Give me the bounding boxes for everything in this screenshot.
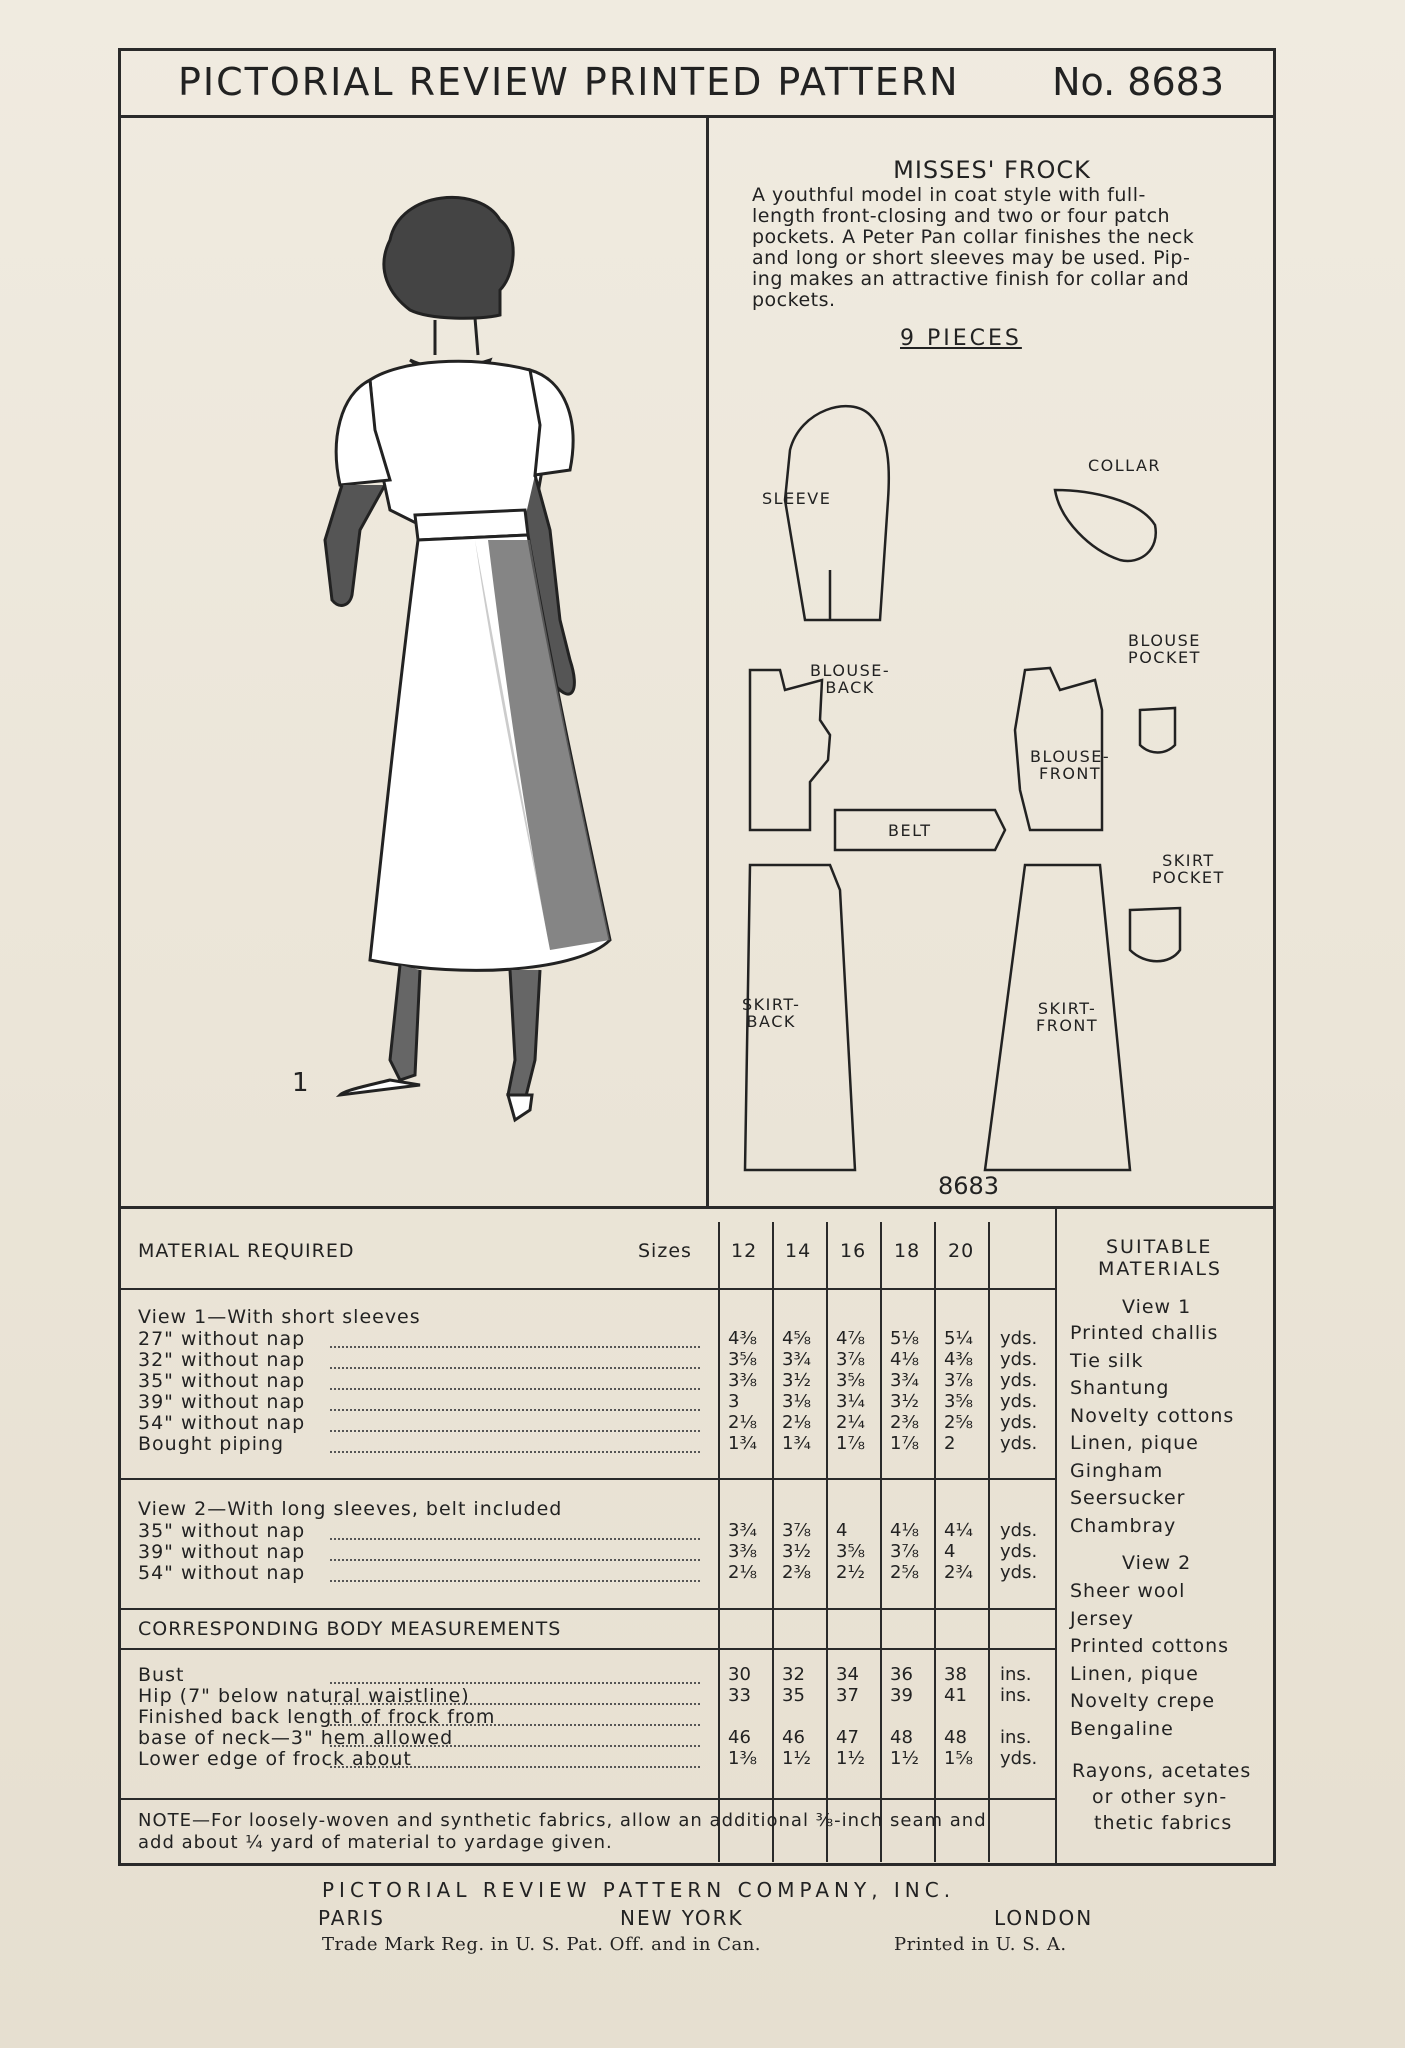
row-label: Bust — [138, 1664, 185, 1686]
row-label: Finished back length of frock from — [138, 1706, 496, 1728]
row-value: 1¾ — [728, 1433, 757, 1454]
row-rule — [118, 1648, 1055, 1650]
row-label: 39" without nap — [138, 1391, 306, 1413]
row-value: 1½ — [890, 1748, 919, 1769]
dot-leader — [330, 1703, 700, 1705]
dot-leader — [330, 1724, 700, 1726]
body-title: CORRESPONDING BODY MEASUREMENTS — [138, 1618, 562, 1640]
row-value: 3⅝ — [836, 1541, 865, 1562]
piece-label-line: BACK — [746, 1012, 796, 1031]
row-value: 1½ — [836, 1748, 865, 1769]
desc-line: and long or short sleeves may be used. Pip- — [752, 247, 1191, 269]
row-value: 3 — [728, 1391, 740, 1412]
row-label: Lower edge of frock about — [138, 1748, 412, 1770]
desc-line: length front-closing and two or four patch — [752, 205, 1171, 227]
size-header: 16 — [840, 1240, 867, 1262]
material-item: Shantung — [1070, 1377, 1170, 1399]
suitable-view-label: View 1 — [1122, 1296, 1192, 1318]
header-title: PICTORIAL REVIEW PRINTED PATTERN — [178, 60, 960, 104]
top-divider — [706, 118, 709, 1206]
dress-illustration — [250, 180, 690, 1160]
row-value: 3⅞ — [782, 1520, 811, 1541]
dot-leader — [330, 1538, 700, 1540]
row-value: 3¾ — [890, 1370, 919, 1391]
piece-label-skirt-back — [742, 996, 800, 1030]
row-value: 5⅛ — [890, 1328, 919, 1349]
row-value: 33 — [728, 1685, 751, 1706]
material-item: Gingham — [1070, 1459, 1164, 1482]
header-bar — [118, 48, 1276, 118]
description-heading: MISSES' FROCK — [893, 156, 1091, 184]
row-value: 4⅛ — [890, 1349, 919, 1370]
dot-leader — [330, 1367, 700, 1369]
footer-city: NEW YORK — [620, 1906, 744, 1930]
row-value: 2¼ — [836, 1412, 865, 1433]
description — [752, 156, 1232, 311]
piece-label-line: POCKET — [1152, 868, 1225, 887]
table-top-rule — [118, 1206, 1276, 1209]
piece-label-blouse-back — [810, 662, 890, 696]
piece-label-line: FRONT — [1036, 1016, 1099, 1035]
pattern-id-mark: 8683 — [938, 1172, 1000, 1200]
row-value: 2⅛ — [728, 1562, 757, 1583]
row-value: 3⅜ — [728, 1370, 757, 1391]
row-value: 3¾ — [728, 1520, 757, 1541]
dot-leader — [330, 1430, 700, 1432]
row-value: 34 — [836, 1664, 859, 1685]
row-value: 38 — [944, 1664, 967, 1685]
row-rule — [118, 1288, 1055, 1290]
row-value: 3⅝ — [728, 1349, 757, 1370]
row-rule — [118, 1608, 1055, 1610]
dot-leader — [330, 1559, 700, 1561]
row-value: 36 — [890, 1664, 913, 1685]
row-unit: yds. — [1000, 1520, 1038, 1541]
table-title: MATERIAL REQUIRED — [138, 1240, 355, 1262]
material-item: Printed challis — [1070, 1322, 1219, 1344]
collar-piece — [1055, 490, 1156, 561]
desc-line: pockets. A Peter Pan collar finishes the neck — [752, 226, 1195, 248]
material-item: Novelty cottons — [1070, 1404, 1235, 1427]
row-unit: yds. — [1000, 1328, 1038, 1349]
material-item: Tie silk — [1070, 1349, 1144, 1372]
row-value: 2 — [944, 1433, 956, 1454]
pieces-count: 9 PIECES — [900, 326, 1022, 351]
dot-leader — [330, 1346, 700, 1348]
view2-heading: View 2—With long sleeves, belt included — [138, 1498, 563, 1520]
row-unit: yds. — [1000, 1349, 1038, 1370]
row-label: base of neck—3" hem allowed — [138, 1727, 454, 1749]
row-unit: ins. — [1000, 1685, 1032, 1706]
row-value: 3¾ — [782, 1349, 811, 1370]
row-unit: yds. — [1000, 1370, 1038, 1391]
row-value: 39 — [890, 1685, 913, 1706]
material-item: Jersey — [1070, 1607, 1134, 1630]
row-value: 2⅛ — [782, 1412, 811, 1433]
dot-leader — [330, 1766, 700, 1768]
dot-leader — [330, 1682, 700, 1684]
row-rule — [118, 1798, 1055, 1800]
row-unit: yds. — [1000, 1562, 1038, 1583]
dot-leader — [330, 1451, 700, 1453]
footer-city: LONDON — [994, 1906, 1094, 1930]
material-item: Linen, pique — [1070, 1662, 1199, 1685]
piece-label-skirt-pocket — [1152, 852, 1225, 886]
desc-line: ing makes an attractive finish for collar and — [752, 268, 1190, 290]
suitable-title: MATERIALS — [1098, 1258, 1222, 1280]
suitable-title: SUITABLE — [1106, 1236, 1213, 1258]
row-unit: yds. — [1000, 1433, 1038, 1454]
row-value: 48 — [944, 1727, 967, 1748]
row-rule — [118, 1478, 1055, 1480]
row-value: 30 — [728, 1664, 751, 1685]
footer-company: PICTORIAL REVIEW PATTERN COMPANY, INC. — [322, 1878, 956, 1902]
piece-label-skirt-front — [1036, 1000, 1098, 1034]
skirt-pocket-piece — [1130, 908, 1180, 961]
piece-label-belt: BELT — [888, 821, 932, 840]
row-value: 2⅝ — [890, 1562, 919, 1583]
footer-printed: Printed in U. S. A. — [894, 1934, 1067, 1955]
row-value: 46 — [782, 1727, 805, 1748]
row-unit: yds. — [1000, 1391, 1038, 1412]
row-value: 48 — [890, 1727, 913, 1748]
row-value: 4⅛ — [890, 1520, 919, 1541]
row-value: 4⅜ — [728, 1328, 757, 1349]
pattern-number: No. 8683 — [1052, 60, 1224, 104]
material-item: Rayons, acetates — [1072, 1760, 1252, 1782]
desc-line: A youthful model in coat style with full- — [752, 184, 1146, 206]
note-line: NOTE—For loosely-woven and synthetic fabrics, allow an additional ⅜-inch seam and — [138, 1810, 987, 1831]
view-label: 1 — [292, 1068, 309, 1098]
row-value: 1⅝ — [944, 1748, 973, 1769]
row-value: 4 — [836, 1520, 848, 1541]
row-value: 2⅜ — [890, 1412, 919, 1433]
piece-label-line: POCKET — [1128, 648, 1201, 667]
row-value: 32 — [782, 1664, 805, 1685]
row-label: 27" without nap — [138, 1328, 306, 1350]
size-header: 18 — [894, 1240, 921, 1262]
piece-label-line: BLOUSE — [1128, 631, 1201, 650]
row-label: 35" without nap — [138, 1520, 306, 1542]
row-unit: ins. — [1000, 1727, 1032, 1748]
row-value: 3⅜ — [728, 1541, 757, 1562]
row-value: 37 — [836, 1685, 859, 1706]
material-item: thetic fabrics — [1094, 1812, 1233, 1834]
row-unit: yds. — [1000, 1748, 1038, 1769]
row-value: 3⅞ — [890, 1541, 919, 1562]
footer-city: PARIS — [318, 1906, 385, 1930]
material-item: Novelty crepe — [1070, 1690, 1216, 1712]
row-value: 4⅞ — [836, 1328, 865, 1349]
row-value: 35 — [782, 1685, 805, 1706]
dot-leader — [330, 1388, 700, 1390]
row-label: 54" without nap — [138, 1562, 306, 1584]
note-line: add about ¼ yard of material to yardage given. — [138, 1832, 613, 1853]
row-unit: yds. — [1000, 1541, 1038, 1562]
material-item: or other syn- — [1092, 1786, 1228, 1808]
desc-line: pockets. — [752, 289, 836, 311]
row-value: 3⅛ — [782, 1391, 811, 1412]
row-value: 3⅝ — [944, 1391, 973, 1412]
row-value: 2¾ — [944, 1562, 973, 1583]
material-item: Bengaline — [1070, 1717, 1174, 1740]
piece-label-line: SKIRT- — [742, 995, 801, 1014]
row-value: 41 — [944, 1685, 967, 1706]
view1-heading: View 1—With short sleeves — [138, 1306, 421, 1328]
row-value: 2⅜ — [782, 1562, 811, 1583]
row-value: 1⅞ — [890, 1433, 919, 1454]
row-value: 3⅞ — [944, 1370, 973, 1391]
row-value: 2½ — [836, 1562, 865, 1583]
col-sep — [718, 1222, 720, 1862]
row-value: 3½ — [782, 1370, 811, 1391]
dot-leader — [330, 1580, 700, 1582]
row-unit: yds. — [1000, 1412, 1038, 1433]
piece-label-line: BLOUSE- — [1030, 747, 1111, 766]
row-label: 39" without nap — [138, 1541, 306, 1563]
row-label: 35" without nap — [138, 1370, 306, 1392]
row-value: 3⅞ — [836, 1349, 865, 1370]
row-value: 2⅛ — [728, 1412, 757, 1433]
piece-label-line: BLOUSE- — [810, 661, 891, 680]
size-header: 14 — [785, 1240, 812, 1262]
sizes-label: Sizes — [638, 1240, 692, 1262]
row-value: 47 — [836, 1727, 859, 1748]
row-value: 3¼ — [836, 1391, 865, 1412]
row-label: Hip (7" below natural waistline) — [138, 1685, 470, 1707]
row-value: 4¼ — [944, 1520, 973, 1541]
row-value: 2⅝ — [944, 1412, 973, 1433]
row-value: 1⅞ — [836, 1433, 865, 1454]
row-value: 5¼ — [944, 1328, 973, 1349]
material-item: Sheer wool — [1070, 1580, 1186, 1602]
dot-leader — [330, 1745, 700, 1747]
piece-label-collar: COLLAR — [1088, 456, 1162, 475]
row-value: 1⅜ — [728, 1748, 757, 1769]
row-label: 32" without nap — [138, 1349, 306, 1371]
piece-label-line: SKIRT- — [1037, 999, 1097, 1018]
size-header: 12 — [731, 1240, 758, 1262]
row-unit: ins. — [1000, 1664, 1032, 1685]
piece-label-blouse-pocket — [1128, 632, 1201, 666]
sleeve-piece — [785, 406, 889, 620]
suitable-view-label: View 2 — [1122, 1552, 1192, 1574]
blouse-pocket-piece — [1140, 708, 1175, 753]
material-item: Chambray — [1070, 1514, 1177, 1537]
size-header: 20 — [948, 1240, 975, 1262]
row-value: 4⅜ — [944, 1349, 973, 1370]
row-label: 54" without nap — [138, 1412, 306, 1434]
piece-label-line: BACK — [825, 678, 875, 697]
piece-label-line: SKIRT — [1162, 851, 1215, 870]
material-item: Linen, pique — [1070, 1432, 1199, 1454]
footer-trademark: Trade Mark Reg. in U. S. Pat. Off. and in Can. — [322, 1934, 762, 1955]
piece-label-blouse-front — [1030, 748, 1110, 782]
material-item: Printed cottons — [1070, 1635, 1230, 1657]
material-item: Seersucker — [1070, 1487, 1186, 1509]
row-value: 4⅝ — [782, 1328, 811, 1349]
row-value: 1½ — [782, 1748, 811, 1769]
piece-label-line: FRONT — [1039, 764, 1102, 783]
pattern-pieces — [730, 390, 1250, 1180]
piece-label-sleeve: SLEEVE — [762, 489, 832, 508]
row-value: 3⅝ — [836, 1370, 865, 1391]
dot-leader — [330, 1409, 700, 1411]
row-value: 3½ — [782, 1541, 811, 1562]
table-side-divider — [1055, 1206, 1057, 1866]
row-label: Bought piping — [138, 1433, 285, 1455]
row-value: 4 — [944, 1541, 956, 1562]
row-value: 46 — [728, 1727, 751, 1748]
row-value: 1¾ — [782, 1433, 811, 1454]
row-value: 3½ — [890, 1391, 919, 1412]
